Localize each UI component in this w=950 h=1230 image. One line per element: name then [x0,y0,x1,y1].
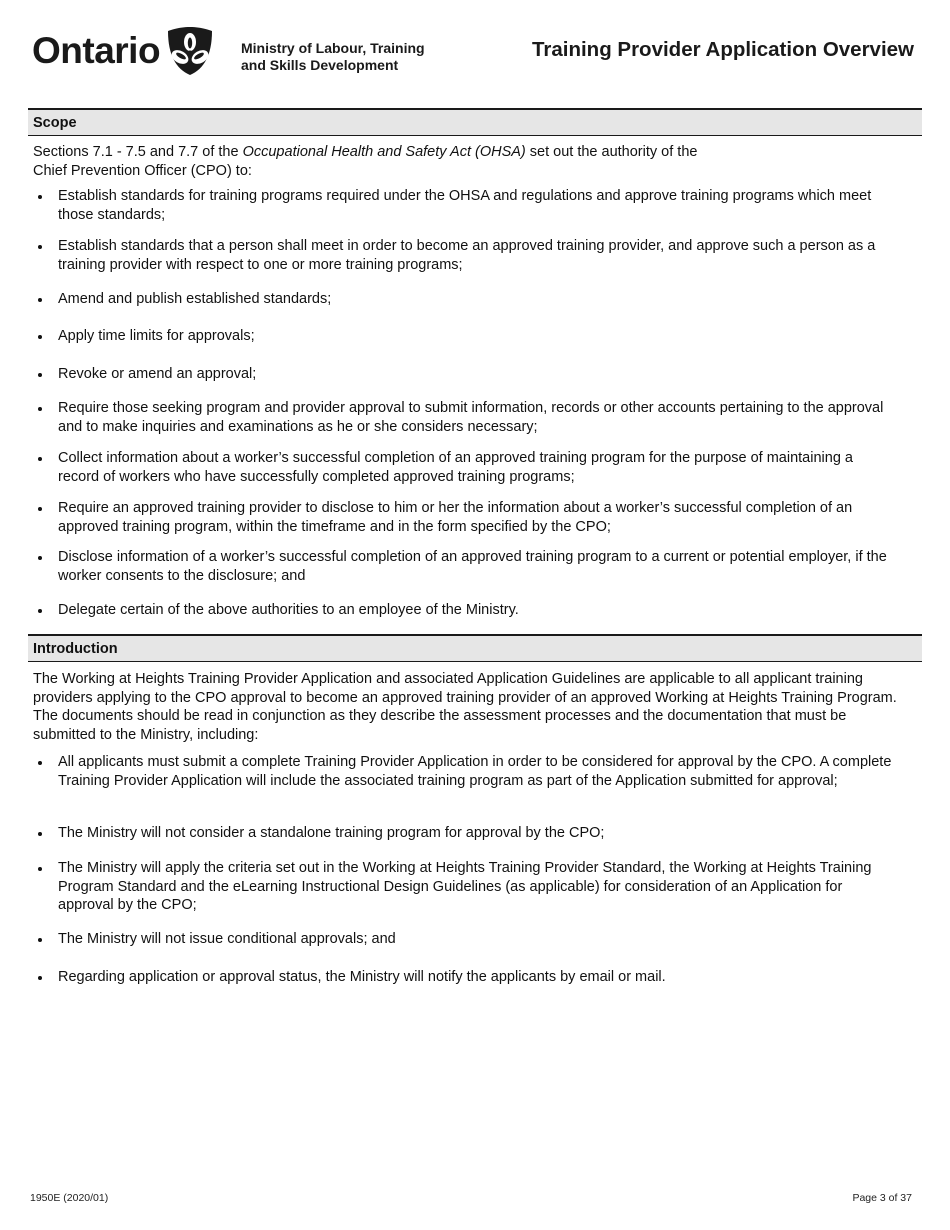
bullet-icon [38,245,42,249]
list-item-text: Regarding application or approval status, the Ministry will notify the applicants by email or mail. [58,969,666,985]
scope-intro-line-2: Chief Prevention Officer (CPO) to: [33,162,252,179]
introduction-section-heading [28,634,922,662]
scope-heading-text: Scope [33,115,77,131]
ontario-logo-text: Ontario [32,30,161,71]
list-item-text: The Ministry will apply the criteria set out in the Working at Heights Training Provider Standard, the Working at Heights Training Program Standard and the eLearning Instructional Design Guidelines (as applicable) for consideration of an Application for approval by the CPO; [58,860,872,913]
list-item-text: Establish standards that a person shall meet in order to become an approved training provider, and approve such a person as a training provider with respect to one or more training programs; [58,238,876,273]
list-item [33,601,893,620]
bullet-icon [38,457,42,461]
list-item-text: The Ministry will not consider a standalone training program for approval by the CPO; [58,825,605,841]
bullet-icon [38,761,42,765]
list-item-text: Delegate certain of the above authorities to an employee of the Ministry. [58,602,519,618]
list-item [33,187,893,224]
list-item [33,399,893,436]
bullet-icon [38,507,42,511]
list-item [33,968,893,987]
bullet-icon [38,832,42,836]
page-number: Page 3 of 37 [852,1192,912,1204]
trillium-icon [164,25,216,77]
bullet-icon [38,867,42,871]
list-item [33,365,893,384]
list-item-text: Amend and publish established standards; [58,291,332,307]
list-item [33,859,893,915]
list-item [33,824,893,843]
list-item [33,930,893,949]
scope-intro-part-2: set out the authority of the [525,144,698,160]
ministry-line-1: Ministry of Labour, Training [241,40,425,56]
list-item-text: Require those seeking program and provider approval to submit information, records or other accounts pertaining to the approval and to make inquiries and examinations as he or she considers necessary; [58,400,884,435]
list-item-text: Apply time limits for approvals; [58,328,255,344]
list-item-text: Revoke or amend an approval; [58,366,257,382]
list-item-text: All applicants must submit a complete Training Provider Application in order to be considered for approval by the CPO. A complete Training Provider Application will include the associated training program as part of the Application submitted for approval; [58,754,892,789]
list-item [33,753,893,790]
scope-intro [33,143,913,180]
bullet-icon [38,335,42,339]
list-item-text: Establish standards for training programs required under the OHSA and regulations and approve training programs which meet those standards; [58,188,872,223]
ohsa-act-title: Occupational Health and Safety Act (OHSA) [242,144,526,160]
ministry-line-2: and Skills Development [241,57,399,73]
list-item-text: Require an approved training provider to disclose to him or her the information about a worker’s successful completion of an approved training program, within the timeframe and in the form specified by the CPO; [58,500,853,535]
bullet-icon [38,298,42,302]
list-item-text: Collect information about a worker’s successful completion of an approved training program for the purpose of maintaining a record of workers who have successfully completed approved training programs; [58,450,853,485]
bullet-icon [38,407,42,411]
list-item [33,237,893,274]
list-item [33,499,893,536]
list-item [33,449,893,486]
page-header [0,0,950,100]
document-title: Training Provider Application Overview [531,38,914,61]
bullet-icon [38,938,42,942]
scope-section-heading [28,108,922,136]
introduction-heading-text: Introduction [33,641,118,657]
form-number: 1950E (2020/01) [30,1192,109,1204]
bullet-icon [38,195,42,199]
bullet-icon [38,609,42,613]
bullet-icon [38,976,42,980]
list-item [33,290,893,309]
introduction-paragraph: The Working at Heights Training Provider Application and associated Application Guidelines are applicable to all applicant training providers applying to the CPO approval to become an approved training provider of an approved Working at Heights Training Program. The documents should be read in conjunction as they describe the assessment processes and the documentation that must be submitted to the Ministry, including: [33,671,897,743]
list-item-text: The Ministry will not issue conditional approvals; and [58,931,396,947]
scope-intro-part-1: Sections 7.1 - 7.5 and 7.7 of the [33,144,243,160]
list-item-text: Disclose information of a worker’s successful completion of an approved training program to a current or potential employer, if the worker consents to the disclosure; and [58,549,887,584]
bullet-icon [38,373,42,377]
list-item [33,548,893,585]
bullet-icon [38,556,42,560]
ministry-name [241,40,425,74]
list-item [33,327,893,346]
